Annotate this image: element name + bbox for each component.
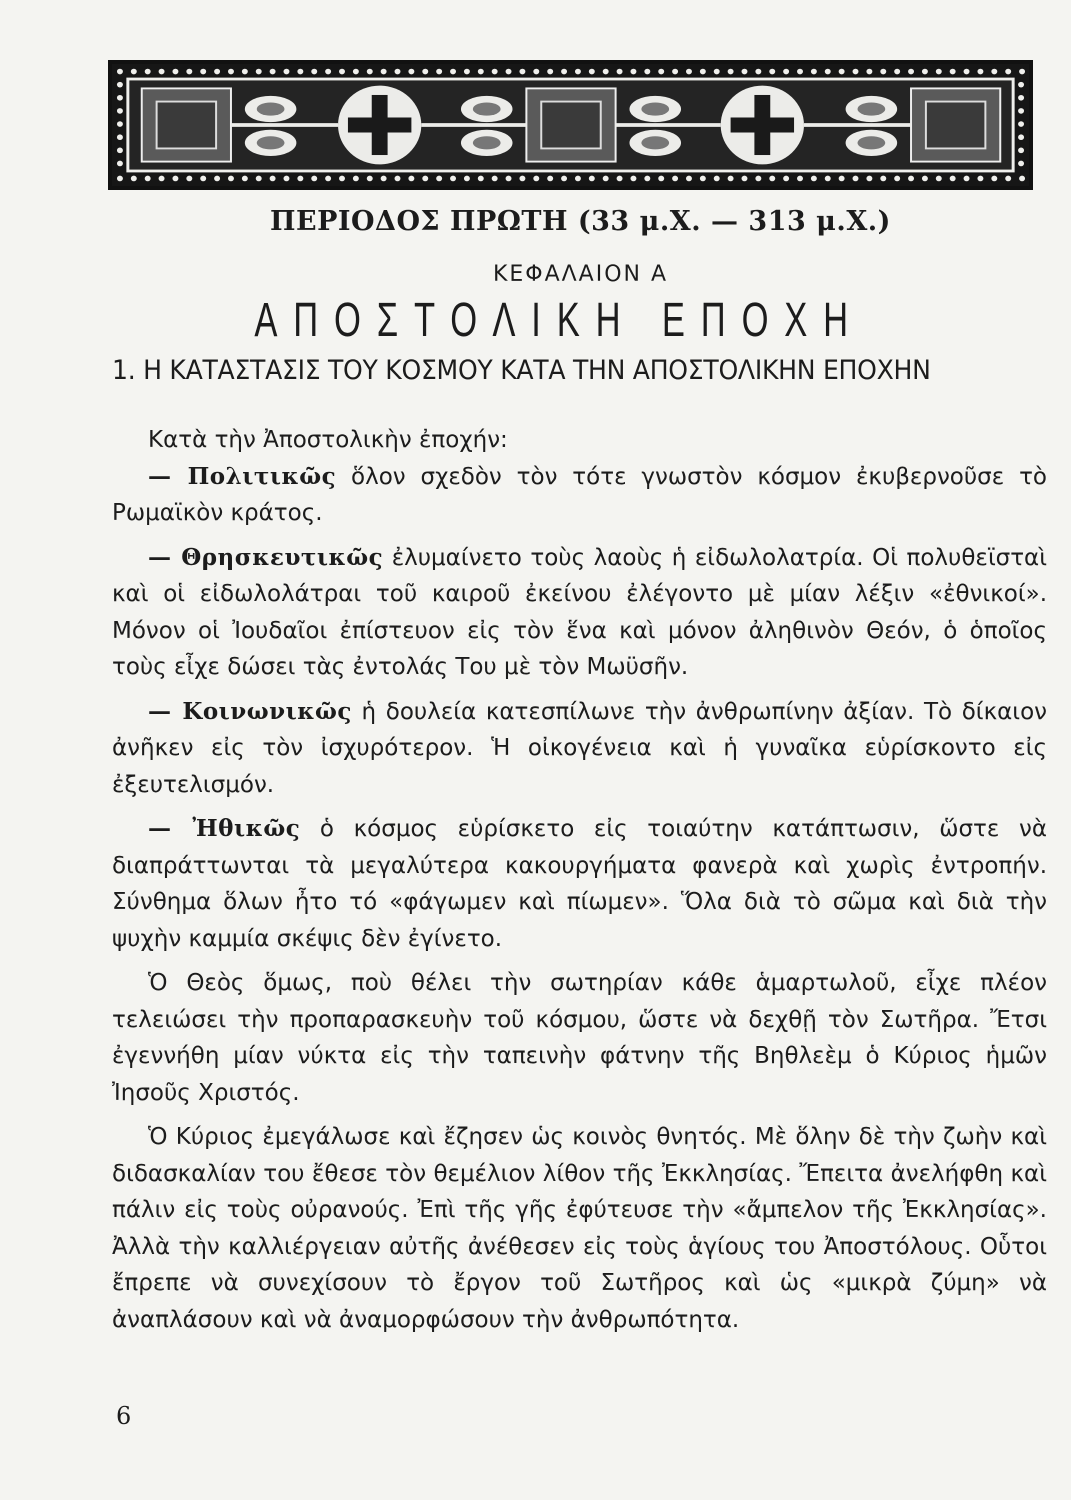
body-text	[112, 422, 1047, 1338]
paragraph	[112, 811, 1047, 957]
decorative-header-band	[108, 60, 1033, 190]
paragraph	[112, 965, 1047, 1111]
paragraph	[112, 1119, 1047, 1338]
paragraph-lead: — Κοινωνικῶς	[148, 697, 352, 725]
period-heading: ΠΕΡΙΟΔΟΣ ΠΡΩΤΗ (33 μ.Χ. — 313 μ.Χ.)	[270, 206, 891, 237]
paragraph	[112, 540, 1047, 686]
paragraph	[112, 694, 1047, 804]
paragraph-text: Ὁ Θεὸς ὅμως, ποὺ θέλει τὴν σωτηρίαν κάθε ἁμαρτωλοῦ, εἶχε πλέον τελειώσει τὴν προπαρασκευὴν τοῦ κόσμου, ὥστε νὰ δεχθῇ τὸν Σωτῆρα. Ἔτσι ἐγεννήθη μίαν νύκτα εἰς τὴν ταπεινὴν φάτνην τῆς Βηθλεὲμ ὁ Κύριος ἡμῶν Ἰησοῦς Χριστός.	[112, 970, 1047, 1106]
paragraph-lead: — Θρησκευτικῶς	[148, 543, 384, 571]
paragraph-text: ὁ κόσμος εὑρίσκετο εἰς τοιαύτην κατάπτωσιν, ὥστε νὰ διαπράττωνται τὰ μεγαλύτερα κακουργήματα φανερὰ καὶ χωρὶς ἐντροπήν. Σύνθημα ὅλων ἦτο τό «φάγωμεν καὶ πίωμεν». Ὅλα διὰ τὸ σῶμα καὶ διὰ τὴν ψυχὴν καμμία σκέψις δὲν ἐγίνετο.	[112, 816, 1047, 952]
page-number: 6	[116, 1402, 132, 1430]
byzantine-ornament-icon	[112, 64, 1029, 186]
paragraph-text: ἐλυμαίνετο τοὺς λαοὺς ἡ εἰδωλολατρία. Οἱ πολυθεϊσταὶ καὶ οἱ εἰδωλολάτραι τοῦ καιροῦ ἐκείνου ἐλέγοντο μὲ μίαν λέξιν «ἐθνικοί». Μόνον οἱ Ἰουδαῖοι ἐπίστευον εἰς τὸν ἕνα καὶ μόνον ἀληθινὸν Θεόν, ὁ ὁποῖος τοὺς εἶχε δώσει τὰς ἐντολάς Του μὲ τὸν Μωϋσῆν.	[112, 544, 1048, 680]
paragraph-text: ὅλον σχεδὸν τὸν τότε γνωστὸν κόσμον ἐκυβερνοῦσε τὸ Ρωμαϊκὸν κράτος.	[112, 463, 1047, 526]
paragraph-lead: — Πολιτικῶς	[148, 462, 337, 490]
paragraph-text: Ὁ Κύριος ἐμεγάλωσε καὶ ἔζησεν ὡς κοινὸς θνητός. Μὲ ὅλην δὲ τὴν ζωὴν καὶ διδασκαλίαν του ἔθεσε τὸν θεμέλιον λίθον τῆς Ἐκκλησίας. Ἔπειτα ἀνελήφθη καὶ πάλιν εἰς τοὺς οὐρανούς. Ἐπὶ τῆς γῆς ἐφύτευσε τὴν «ἄμπελον τῆς Ἐκκλησίας». Ἀλλὰ τὴν καλλιέργειαν αὐτῆς ἀνέθεσεν εἰς τοὺς ἁγίους του Ἀποστόλους. Οὗτοι ἔπρεπε νὰ συνεχίσουν τὸ ἔργον τοῦ Σωτῆρος καὶ ὡς «μικρὰ ζύμη» νὰ ἀναπλάσουν καὶ νὰ ἀναμορφώσουν τὴν ἀνθρωπότητα.	[112, 1124, 1047, 1333]
section-heading: 1. Η ΚΑΤΑΣΤΑΣΙΣ ΤΟΥ ΚΟΣΜΟΥ ΚΑΤΑ ΤΗΝ ΑΠΟΣΤΟΛΙΚΗΝ ΕΠΟΧΗΝ	[112, 355, 931, 386]
paragraph	[112, 459, 1047, 532]
paragraph-text: Κατὰ τὴν Ἀποστολικὴν ἐποχήν:	[148, 427, 508, 453]
chapter-label: ΚΕΦΑΛΑΙΟΝ Α	[492, 262, 669, 287]
paragraph-text: ἡ δουλεία κατεσπίλωνε τὴν ἀνθρωπίνην ἀξίαν. Τὸ δίκαιον ἀνῆκεν εἰς τὸν ἰσχυρότερον. Ἡ οἰκογένεια καὶ ἡ γυναῖκα εὑρίσκοντο εἰς ἐξευτελισμόν.	[112, 698, 1047, 798]
chapter-title: ΑΠΟΣΤΟΛΙΚΗ ΕΠΟΧΗ	[254, 294, 864, 347]
paragraph-lead: — Ἠθικῶς	[148, 815, 301, 842]
paragraph	[112, 422, 1047, 459]
